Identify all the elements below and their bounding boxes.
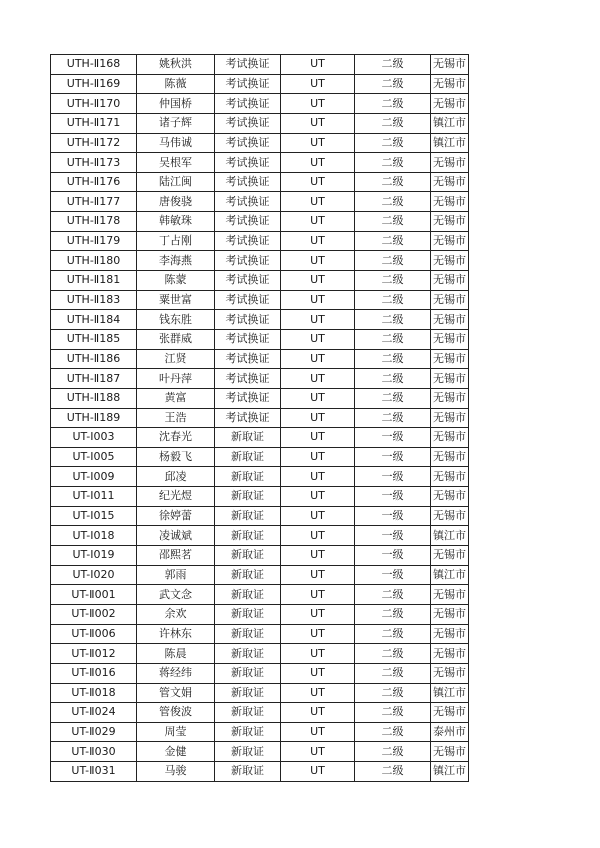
table-row: [51, 722, 469, 742]
cert-level-cell: 二级: [355, 683, 431, 703]
person-name-cell: 邵熙茗: [137, 546, 215, 566]
cert-number-cell: UTH-Ⅱ180: [51, 251, 137, 271]
table-row: [51, 546, 469, 566]
city-cell: 泰州市: [431, 722, 469, 742]
test-method-cell: UT: [281, 133, 355, 153]
cert-level-cell: 二级: [355, 310, 431, 330]
cert-number-cell: UTH-Ⅱ170: [51, 94, 137, 114]
person-name-cell: 陆江闽: [137, 172, 215, 192]
application-type-cell: 考试换证: [215, 113, 281, 133]
person-name-cell: 凌诚斌: [137, 526, 215, 546]
application-type-cell: 考试换证: [215, 94, 281, 114]
test-method-cell: UT: [281, 506, 355, 526]
test-method-cell: UT: [281, 349, 355, 369]
cert-number-cell: UT-Ⅰ005: [51, 447, 137, 467]
person-name-cell: 李海燕: [137, 251, 215, 271]
city-cell: 无锡市: [431, 742, 469, 762]
cert-number-cell: UT-Ⅱ031: [51, 762, 137, 782]
person-name-cell: 陈晨: [137, 644, 215, 664]
table-row: [51, 762, 469, 782]
cert-level-cell: 二级: [355, 742, 431, 762]
table-row: [51, 153, 469, 173]
table-row: [51, 310, 469, 330]
person-name-cell: 陈薇: [137, 74, 215, 94]
test-method-cell: UT: [281, 212, 355, 232]
cert-level-cell: 二级: [355, 94, 431, 114]
city-cell: 无锡市: [431, 624, 469, 644]
table-row: [51, 113, 469, 133]
roster-sheet: [50, 54, 468, 782]
cert-level-cell: 一级: [355, 506, 431, 526]
table-row: [51, 290, 469, 310]
city-cell: 无锡市: [431, 55, 469, 75]
city-cell: 镇江市: [431, 133, 469, 153]
cert-level-cell: 一级: [355, 526, 431, 546]
cert-number-cell: UT-Ⅰ018: [51, 526, 137, 546]
city-cell: 无锡市: [431, 192, 469, 212]
application-type-cell: 考试换证: [215, 271, 281, 291]
cert-number-cell: UTH-Ⅱ184: [51, 310, 137, 330]
city-cell: 无锡市: [431, 428, 469, 448]
cert-number-cell: UT-Ⅱ001: [51, 585, 137, 605]
city-cell: 镇江市: [431, 113, 469, 133]
person-name-cell: 马伟诚: [137, 133, 215, 153]
cert-number-cell: UTH-Ⅱ169: [51, 74, 137, 94]
person-name-cell: 仲国桥: [137, 94, 215, 114]
person-name-cell: 许林东: [137, 624, 215, 644]
application-type-cell: 新取证: [215, 624, 281, 644]
cert-level-cell: 二级: [355, 663, 431, 683]
cert-number-cell: UTH-Ⅱ176: [51, 172, 137, 192]
test-method-cell: UT: [281, 172, 355, 192]
table-row: [51, 172, 469, 192]
cert-number-cell: UTH-Ⅱ183: [51, 290, 137, 310]
cert-number-cell: UTH-Ⅱ188: [51, 388, 137, 408]
cert-level-cell: 一级: [355, 565, 431, 585]
application-type-cell: 新取证: [215, 742, 281, 762]
person-name-cell: 江贤: [137, 349, 215, 369]
test-method-cell: UT: [281, 762, 355, 782]
application-type-cell: 新取证: [215, 506, 281, 526]
person-name-cell: 张群威: [137, 329, 215, 349]
test-method-cell: UT: [281, 487, 355, 507]
city-cell: 无锡市: [431, 153, 469, 173]
cert-level-cell: 二级: [355, 762, 431, 782]
test-method-cell: UT: [281, 310, 355, 330]
cert-number-cell: UTH-Ⅱ186: [51, 349, 137, 369]
table-row: [51, 703, 469, 723]
city-cell: 无锡市: [431, 74, 469, 94]
cert-number-cell: UT-Ⅰ011: [51, 487, 137, 507]
cert-number-cell: UT-Ⅱ029: [51, 722, 137, 742]
cert-number-cell: UTH-Ⅱ179: [51, 231, 137, 251]
person-name-cell: 马骏: [137, 762, 215, 782]
person-name-cell: 粟世富: [137, 290, 215, 310]
city-cell: 无锡市: [431, 94, 469, 114]
test-method-cell: UT: [281, 722, 355, 742]
test-method-cell: UT: [281, 428, 355, 448]
application-type-cell: 考试换证: [215, 192, 281, 212]
person-name-cell: 郭雨: [137, 565, 215, 585]
person-name-cell: 吴根军: [137, 153, 215, 173]
person-name-cell: 唐俊骁: [137, 192, 215, 212]
table-row: [51, 742, 469, 762]
person-name-cell: 黄富: [137, 388, 215, 408]
city-cell: 无锡市: [431, 231, 469, 251]
cert-level-cell: 二级: [355, 703, 431, 723]
table-row: [51, 447, 469, 467]
city-cell: 无锡市: [431, 604, 469, 624]
cert-number-cell: UT-Ⅱ016: [51, 663, 137, 683]
test-method-cell: UT: [281, 526, 355, 546]
city-cell: 镇江市: [431, 762, 469, 782]
person-name-cell: 叶丹萍: [137, 369, 215, 389]
application-type-cell: 考试换证: [215, 290, 281, 310]
city-cell: 无锡市: [431, 467, 469, 487]
table-row: [51, 467, 469, 487]
table-row: [51, 329, 469, 349]
application-type-cell: 考试换证: [215, 329, 281, 349]
cert-level-cell: 二级: [355, 388, 431, 408]
person-name-cell: 余欢: [137, 604, 215, 624]
cert-number-cell: UTH-Ⅱ187: [51, 369, 137, 389]
person-name-cell: 韩敏珠: [137, 212, 215, 232]
person-name-cell: 蒋经纬: [137, 663, 215, 683]
city-cell: 无锡市: [431, 290, 469, 310]
application-type-cell: 新取证: [215, 546, 281, 566]
application-type-cell: 新取证: [215, 565, 281, 585]
test-method-cell: UT: [281, 546, 355, 566]
cert-number-cell: UT-Ⅰ009: [51, 467, 137, 487]
cert-number-cell: UT-Ⅰ019: [51, 546, 137, 566]
test-method-cell: UT: [281, 74, 355, 94]
cert-level-cell: 二级: [355, 251, 431, 271]
table-row: [51, 408, 469, 428]
table-row: [51, 271, 469, 291]
test-method-cell: UT: [281, 604, 355, 624]
table-row: [51, 369, 469, 389]
test-method-cell: UT: [281, 94, 355, 114]
table-row: [51, 585, 469, 605]
city-cell: 无锡市: [431, 585, 469, 605]
city-cell: 无锡市: [431, 487, 469, 507]
table-row: [51, 133, 469, 153]
person-name-cell: 周莹: [137, 722, 215, 742]
city-cell: 镇江市: [431, 526, 469, 546]
city-cell: 无锡市: [431, 703, 469, 723]
test-method-cell: UT: [281, 153, 355, 173]
cert-level-cell: 一级: [355, 546, 431, 566]
cert-level-cell: 二级: [355, 290, 431, 310]
table-row: [51, 624, 469, 644]
application-type-cell: 考试换证: [215, 153, 281, 173]
cert-number-cell: UT-Ⅱ030: [51, 742, 137, 762]
city-cell: 无锡市: [431, 310, 469, 330]
person-name-cell: 陈蒙: [137, 271, 215, 291]
test-method-cell: UT: [281, 369, 355, 389]
table-row: [51, 388, 469, 408]
cert-level-cell: 二级: [355, 192, 431, 212]
table-row: [51, 349, 469, 369]
test-method-cell: UT: [281, 624, 355, 644]
application-type-cell: 考试换证: [215, 388, 281, 408]
cert-level-cell: 二级: [355, 604, 431, 624]
cert-number-cell: UTH-Ⅱ173: [51, 153, 137, 173]
application-type-cell: 新取证: [215, 526, 281, 546]
city-cell: 无锡市: [431, 271, 469, 291]
cert-number-cell: UTH-Ⅱ181: [51, 271, 137, 291]
test-method-cell: UT: [281, 231, 355, 251]
table-row: [51, 487, 469, 507]
person-name-cell: 徐婷蕾: [137, 506, 215, 526]
table-row: [51, 644, 469, 664]
roster-table-body: [51, 55, 469, 782]
application-type-cell: 考试换证: [215, 369, 281, 389]
test-method-cell: UT: [281, 663, 355, 683]
application-type-cell: 新取证: [215, 447, 281, 467]
person-name-cell: 丁占刚: [137, 231, 215, 251]
test-method-cell: UT: [281, 644, 355, 664]
cert-level-cell: 二级: [355, 722, 431, 742]
cert-level-cell: 二级: [355, 113, 431, 133]
person-name-cell: 沈春光: [137, 428, 215, 448]
cert-number-cell: UT-Ⅱ018: [51, 683, 137, 703]
table-row: [51, 506, 469, 526]
city-cell: 无锡市: [431, 663, 469, 683]
application-type-cell: 考试换证: [215, 55, 281, 75]
table-row: [51, 251, 469, 271]
application-type-cell: 新取证: [215, 644, 281, 664]
cert-level-cell: 一级: [355, 487, 431, 507]
application-type-cell: 考试换证: [215, 231, 281, 251]
cert-number-cell: UT-Ⅱ002: [51, 604, 137, 624]
person-name-cell: 管文娟: [137, 683, 215, 703]
person-name-cell: 杨毅飞: [137, 447, 215, 467]
cert-number-cell: UTH-Ⅱ185: [51, 329, 137, 349]
city-cell: 无锡市: [431, 329, 469, 349]
test-method-cell: UT: [281, 703, 355, 723]
person-name-cell: 武文念: [137, 585, 215, 605]
table-row: [51, 192, 469, 212]
test-method-cell: UT: [281, 290, 355, 310]
cert-level-cell: 二级: [355, 231, 431, 251]
test-method-cell: UT: [281, 565, 355, 585]
table-row: [51, 683, 469, 703]
cert-level-cell: 二级: [355, 133, 431, 153]
cert-level-cell: 二级: [355, 329, 431, 349]
test-method-cell: UT: [281, 447, 355, 467]
city-cell: 镇江市: [431, 565, 469, 585]
application-type-cell: 新取证: [215, 487, 281, 507]
person-name-cell: 邱凌: [137, 467, 215, 487]
certificate-roster-table: [50, 54, 469, 782]
table-row: [51, 604, 469, 624]
application-type-cell: 考试换证: [215, 172, 281, 192]
application-type-cell: 新取证: [215, 663, 281, 683]
table-row: [51, 212, 469, 232]
table-row: [51, 526, 469, 546]
cert-number-cell: UT-Ⅰ015: [51, 506, 137, 526]
test-method-cell: UT: [281, 467, 355, 487]
cert-level-cell: 一级: [355, 467, 431, 487]
person-name-cell: 纪光煜: [137, 487, 215, 507]
city-cell: 无锡市: [431, 447, 469, 467]
test-method-cell: UT: [281, 388, 355, 408]
city-cell: 无锡市: [431, 369, 469, 389]
cert-number-cell: UTH-Ⅱ178: [51, 212, 137, 232]
city-cell: 无锡市: [431, 546, 469, 566]
test-method-cell: UT: [281, 742, 355, 762]
cert-number-cell: UT-Ⅱ012: [51, 644, 137, 664]
cert-level-cell: 二级: [355, 349, 431, 369]
application-type-cell: 考试换证: [215, 349, 281, 369]
table-row: [51, 663, 469, 683]
city-cell: 无锡市: [431, 506, 469, 526]
application-type-cell: 新取证: [215, 703, 281, 723]
person-name-cell: 王浩: [137, 408, 215, 428]
cert-number-cell: UTH-Ⅱ171: [51, 113, 137, 133]
cert-level-cell: 一级: [355, 428, 431, 448]
application-type-cell: 考试换证: [215, 133, 281, 153]
application-type-cell: 考试换证: [215, 310, 281, 330]
application-type-cell: 考试换证: [215, 74, 281, 94]
test-method-cell: UT: [281, 408, 355, 428]
test-method-cell: UT: [281, 55, 355, 75]
test-method-cell: UT: [281, 329, 355, 349]
application-type-cell: 新取证: [215, 585, 281, 605]
cert-level-cell: 二级: [355, 408, 431, 428]
city-cell: 无锡市: [431, 251, 469, 271]
cert-level-cell: 二级: [355, 212, 431, 232]
test-method-cell: UT: [281, 192, 355, 212]
application-type-cell: 新取证: [215, 428, 281, 448]
person-name-cell: 管俊波: [137, 703, 215, 723]
cert-level-cell: 二级: [355, 624, 431, 644]
table-row: [51, 231, 469, 251]
test-method-cell: UT: [281, 251, 355, 271]
city-cell: 无锡市: [431, 349, 469, 369]
cert-level-cell: 二级: [355, 369, 431, 389]
cert-number-cell: UT-Ⅰ003: [51, 428, 137, 448]
table-row: [51, 94, 469, 114]
application-type-cell: 考试换证: [215, 251, 281, 271]
test-method-cell: UT: [281, 271, 355, 291]
application-type-cell: 新取证: [215, 604, 281, 624]
city-cell: 镇江市: [431, 683, 469, 703]
application-type-cell: 新取证: [215, 722, 281, 742]
city-cell: 无锡市: [431, 388, 469, 408]
person-name-cell: 金健: [137, 742, 215, 762]
cert-number-cell: UTH-Ⅱ172: [51, 133, 137, 153]
city-cell: 无锡市: [431, 408, 469, 428]
cert-level-cell: 二级: [355, 172, 431, 192]
cert-level-cell: 二级: [355, 271, 431, 291]
person-name-cell: 钱东胜: [137, 310, 215, 330]
cert-level-cell: 二级: [355, 644, 431, 664]
table-row: [51, 565, 469, 585]
cert-level-cell: 二级: [355, 585, 431, 605]
cert-number-cell: UT-Ⅱ006: [51, 624, 137, 644]
application-type-cell: 考试换证: [215, 408, 281, 428]
application-type-cell: 考试换证: [215, 212, 281, 232]
person-name-cell: 姚秋洪: [137, 55, 215, 75]
person-name-cell: 诸子辉: [137, 113, 215, 133]
application-type-cell: 新取证: [215, 683, 281, 703]
city-cell: 无锡市: [431, 644, 469, 664]
test-method-cell: UT: [281, 683, 355, 703]
cert-number-cell: UTH-Ⅱ168: [51, 55, 137, 75]
cert-level-cell: 二级: [355, 74, 431, 94]
table-row: [51, 428, 469, 448]
table-row: [51, 74, 469, 94]
cert-level-cell: 二级: [355, 153, 431, 173]
cert-number-cell: UT-Ⅰ020: [51, 565, 137, 585]
cert-level-cell: 一级: [355, 447, 431, 467]
city-cell: 无锡市: [431, 212, 469, 232]
cert-number-cell: UTH-Ⅱ189: [51, 408, 137, 428]
cert-level-cell: 二级: [355, 55, 431, 75]
table-row: [51, 55, 469, 75]
test-method-cell: UT: [281, 585, 355, 605]
application-type-cell: 新取证: [215, 762, 281, 782]
cert-number-cell: UT-Ⅱ024: [51, 703, 137, 723]
cert-number-cell: UTH-Ⅱ177: [51, 192, 137, 212]
city-cell: 无锡市: [431, 172, 469, 192]
test-method-cell: UT: [281, 113, 355, 133]
application-type-cell: 新取证: [215, 467, 281, 487]
